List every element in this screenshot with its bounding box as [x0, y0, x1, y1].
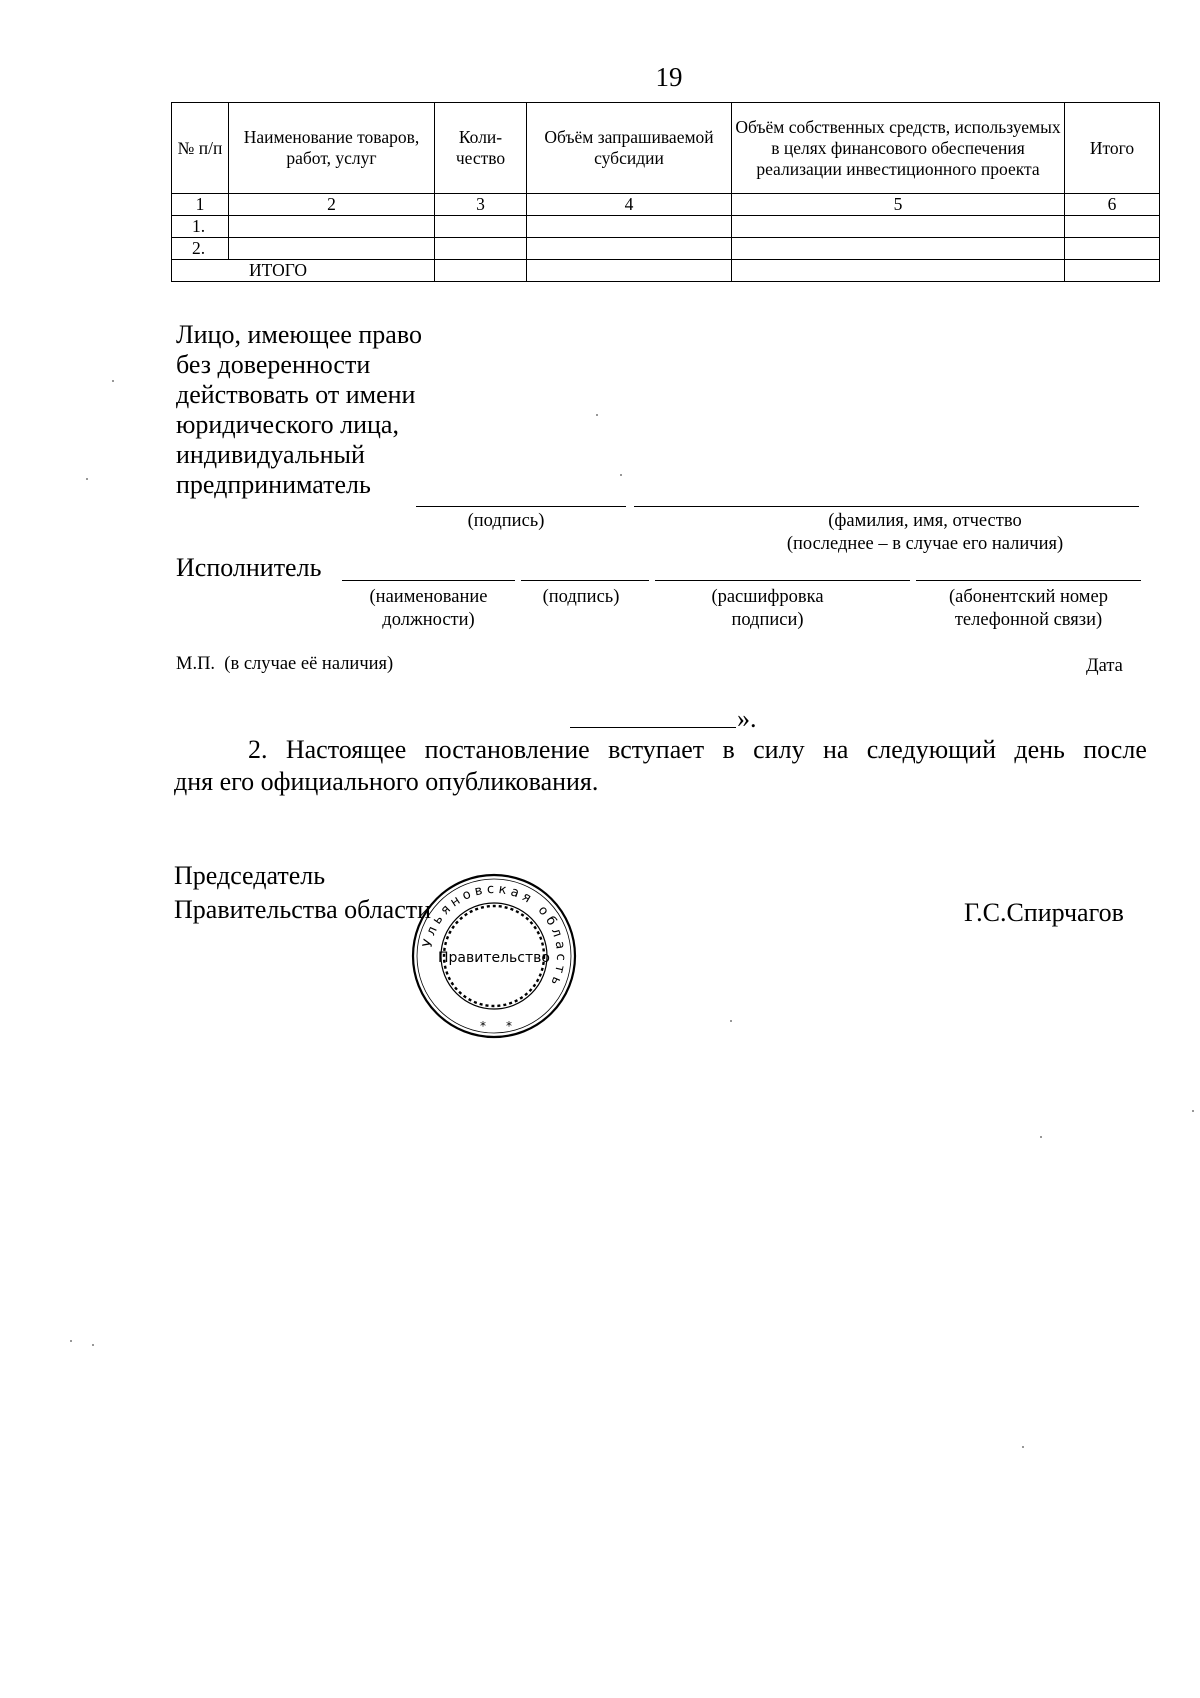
table-row: [172, 216, 1160, 238]
scan-speck: [1022, 1446, 1024, 1448]
caption-line: (наименование: [369, 587, 488, 607]
table-cell: [732, 260, 1065, 282]
full-name-caption-line: (фамилия, имя, отчество: [828, 511, 1022, 531]
table-cell: [527, 216, 732, 238]
scan-speck: [92, 1344, 94, 1346]
column-number-cell: 6: [1065, 194, 1160, 216]
scan-speck: [86, 478, 88, 480]
scan-speck: [730, 1020, 732, 1022]
header-cell: Наименование товаров, работ, услуг: [229, 103, 435, 194]
column-number-cell: 5: [732, 194, 1065, 216]
position-line: [342, 580, 515, 581]
phone-caption: [916, 586, 1141, 632]
table-cell: [732, 216, 1065, 238]
table-header-row: [172, 103, 1160, 194]
table-row: [172, 238, 1160, 260]
total-label: ИТОГО: [172, 260, 435, 282]
scan-speck: [70, 1340, 72, 1342]
header-cell: Коли-чество: [435, 103, 527, 194]
paragraph-line-1: [248, 735, 1147, 765]
chairman-title-line-1: Председатель: [174, 861, 326, 890]
paragraph-word: следующий: [866, 735, 996, 764]
paragraph-word: день: [1014, 735, 1065, 764]
table-cell: 1.: [172, 216, 229, 238]
signatory-label-line: индивидуальный: [176, 440, 365, 469]
svg-text:*: *: [506, 1019, 512, 1033]
paragraph-word: после: [1083, 735, 1147, 764]
date-end: ».: [737, 704, 757, 733]
full-name-caption: [720, 510, 1130, 556]
table-cell: 2.: [172, 238, 229, 260]
paragraph-word: вступает: [608, 735, 705, 764]
caption-line: (расшифровка: [711, 587, 824, 607]
signature-caption: (подпись): [467, 511, 545, 531]
paragraph-word: 2.: [248, 735, 268, 764]
signatory-label-line: юридического лица,: [176, 410, 399, 439]
scan-speck: [112, 380, 114, 382]
signatory-label-line: без доверенности: [176, 350, 371, 379]
stamp-ring-text: Ульяновская область: [420, 881, 569, 992]
column-number-cell: 3: [435, 194, 527, 216]
stamp-center-text: Правительство: [438, 950, 550, 966]
signatory-label-line: предприниматель: [176, 470, 371, 499]
executor-signature-caption: [521, 586, 641, 609]
svg-text:*: *: [480, 1019, 486, 1033]
scan-speck: [620, 474, 622, 476]
date-line: [570, 727, 736, 728]
signature-transcript-line: [655, 580, 910, 581]
header-cell: № п/п: [172, 103, 229, 194]
table-cell: [435, 260, 527, 282]
chairman-title-line-2: Правительства области: [174, 895, 432, 924]
table-cell: [435, 216, 527, 238]
total-row: [172, 260, 1160, 282]
official-stamp: [408, 870, 580, 1042]
signature-line: [416, 506, 626, 507]
column-number-cell: 1: [172, 194, 229, 216]
table-cell: [435, 238, 527, 260]
header-cell: Объём собственных средств, используемых в целях финансового обеспечения реализации инвестиционного проекта: [732, 103, 1065, 194]
paragraph-word: в: [722, 735, 735, 764]
caption-line: (подпись): [542, 587, 620, 607]
date-label: Дата: [1086, 656, 1123, 676]
table-cell: [732, 238, 1065, 260]
caption-line: подписи): [731, 610, 804, 630]
paragraph-word: силу: [753, 735, 805, 764]
paragraph-word: Настоящее: [285, 735, 407, 764]
column-number-cell: 2: [229, 194, 435, 216]
chairman-name: Г.С.Спирчагов: [964, 898, 1124, 927]
page-number: 19: [655, 62, 683, 92]
table-cell: [527, 260, 732, 282]
executor-label: Исполнитель: [176, 553, 322, 582]
position-caption: [342, 586, 515, 632]
signature-transcript-caption: [680, 586, 855, 632]
paragraph-line-2: дня его официального опубликования.: [174, 767, 599, 796]
signatory-label-line: действовать от имени: [176, 380, 416, 409]
table-cell: [229, 216, 435, 238]
column-number-row: [172, 194, 1160, 216]
paragraph-word: на: [822, 735, 849, 764]
column-number-cell: 4: [527, 194, 732, 216]
header-cell: Итого: [1065, 103, 1160, 194]
table-cell: [1065, 216, 1160, 238]
header-cell: Объём запрашиваемой субсидии: [527, 103, 732, 194]
table-cell: [1065, 238, 1160, 260]
scan-speck: [1040, 1136, 1042, 1138]
stamp-seal-icon: [408, 870, 580, 1042]
phone-line: [916, 580, 1141, 581]
scan-speck: [596, 414, 598, 416]
paragraph-word: постановление: [424, 735, 590, 764]
caption-line: телефонной связи): [954, 610, 1103, 630]
table-cell: [229, 238, 435, 260]
table-cell: [1065, 260, 1160, 282]
executor-signature-line: [521, 580, 649, 581]
caption-line: должности): [382, 610, 475, 630]
table-cell: [527, 238, 732, 260]
caption-line: (абонентский номер: [949, 587, 1108, 607]
full-name-caption-line: (последнее – в случае его наличия): [786, 534, 1064, 554]
signatory-label: [176, 320, 456, 500]
seal-note: М.П. (в случае её наличия): [176, 654, 394, 674]
subsidy-table: [171, 102, 1160, 282]
full-name-line: [634, 506, 1139, 507]
signatory-label-line: Лицо, имеющее право: [176, 320, 422, 349]
scan-speck: [1192, 1110, 1194, 1112]
